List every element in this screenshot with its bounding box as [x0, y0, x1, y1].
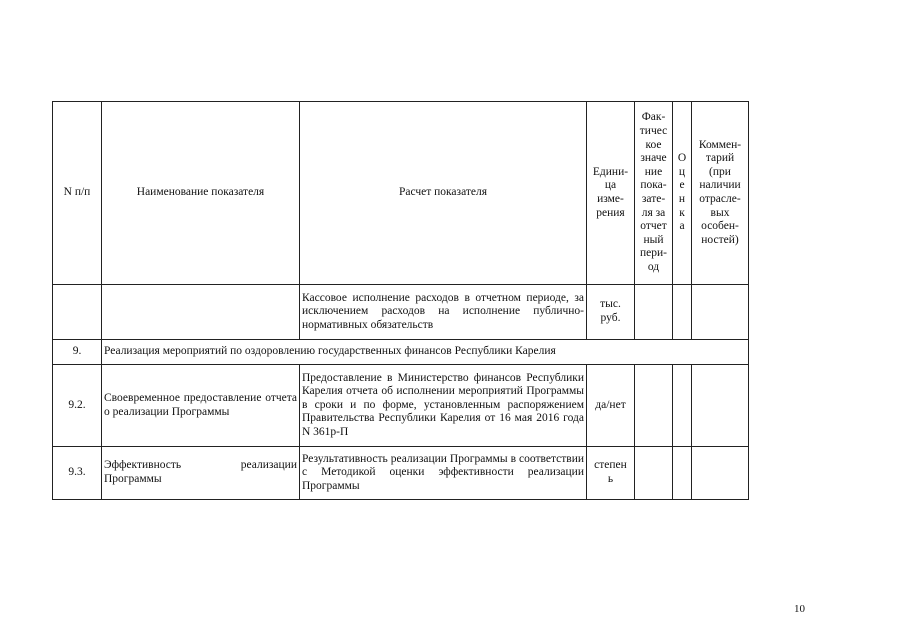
header-name: Наименование показателя: [102, 102, 300, 285]
header-fact: [635, 102, 673, 285]
table-row: [53, 447, 749, 500]
row-fact: [635, 285, 673, 340]
row-unit-text: степен ь: [594, 459, 627, 485]
row-num: 9.2.: [53, 365, 102, 447]
row-num: [53, 285, 102, 340]
header-unit: [587, 102, 635, 285]
page-number: 10: [794, 603, 805, 615]
section-title: Реализация мероприятий по оздоровлению государственных финансов Республики Карелия: [102, 340, 749, 365]
section-num: 9.: [53, 340, 102, 365]
header-score: [673, 102, 692, 285]
header-score-text: О ц е н к а: [677, 152, 687, 233]
row-calc: Предоставление в Министерство финансов Республики Карелия отчета об исполнении мероприятий Программы в сроки и по форме, установленным распоряжением Правительства Республики Карелия от 16 мая 2016 года N 361р-П: [300, 365, 587, 447]
row-fact: [635, 365, 673, 447]
header-comment-text: Коммен- тарий (при наличии отрасле- вых особен- ностей): [698, 138, 742, 246]
row-comment: [692, 285, 749, 340]
header-unit-text: Едини- ца изме- рения: [592, 165, 629, 219]
row-unit: [587, 285, 635, 340]
row-unit: [587, 447, 635, 500]
section-row: [53, 340, 749, 365]
row-score: [673, 447, 692, 500]
row-unit: да/нет: [587, 365, 635, 447]
header-comment: [692, 102, 749, 285]
table-row: [53, 285, 749, 340]
row-unit-text: тыс. руб.: [600, 298, 621, 324]
row-calc: Результативность реализации Программы в соответствии с Методикой оценки эффективности реализации Программы: [300, 447, 587, 500]
header-fact-text: Фак- тичес кое значе ние пока- зате- ля за отчет ный пери- од: [639, 111, 668, 273]
row-comment: [692, 365, 749, 447]
row-fact: [635, 447, 673, 500]
header-calc: Расчет показателя: [300, 102, 587, 285]
table-header-row: [53, 102, 749, 285]
row-name: Эффективность реализации Программы: [102, 447, 300, 500]
row-num: 9.3.: [53, 447, 102, 500]
row-score: [673, 285, 692, 340]
row-score: [673, 365, 692, 447]
row-comment: [692, 447, 749, 500]
header-num: N п/п: [53, 102, 102, 285]
row-name: Своевременное предоставление отчета о реализации Программы: [102, 365, 300, 447]
indicators-table: [52, 101, 749, 500]
row-calc: Кассовое исполнение расходов в отчетном периоде, за исключением расходов на исполнение публично-нормативных обязательств: [300, 285, 587, 340]
table-row: [53, 365, 749, 447]
row-name: [102, 285, 300, 340]
